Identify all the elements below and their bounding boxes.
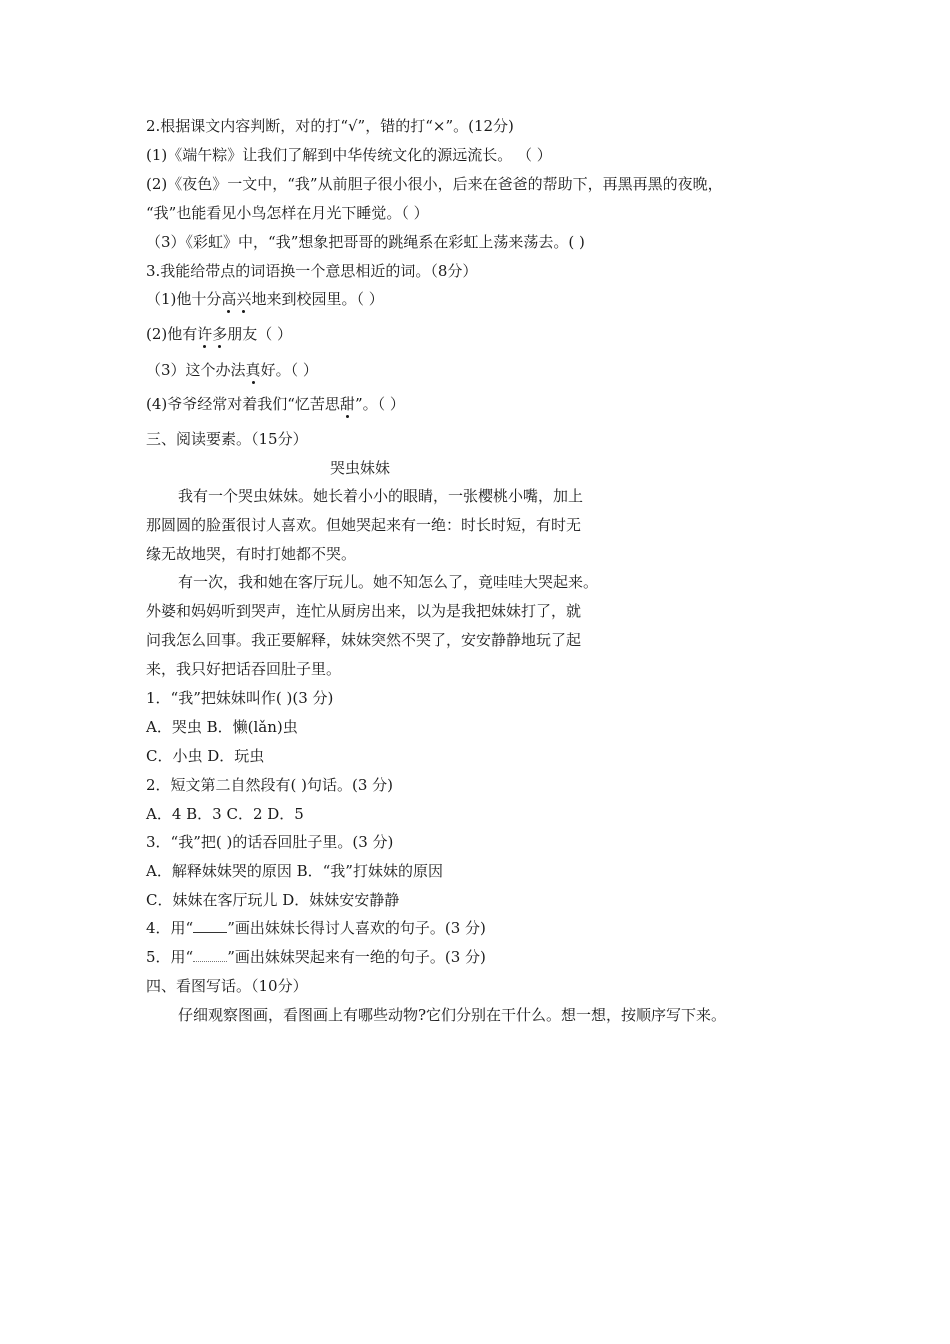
story-line: 来，我只好把话吞回肚子里。 — [146, 660, 342, 678]
dotted-char: 多 — [212, 325, 228, 343]
q4-post: ”画出妹妹长得讨人喜欢的句子。(3 分) — [227, 919, 486, 937]
q3-item-1-post: 地来到校园里。（ ） — [251, 290, 384, 308]
q3-item-1-pre: （1)他十分 — [146, 290, 222, 308]
q2-item-1: (1)《端午粽》让我们了解到中华传统文化的源远流长。 （ ） — [146, 146, 552, 164]
section3-heading: 三、阅读要素。（15分） — [146, 430, 308, 448]
story-title: 哭虫妹妹 — [330, 459, 391, 477]
section4-prompt: 仔细观察图画，看图画上有哪些动物?它们分别在干什么。想一想，按顺序写下来。 — [178, 1006, 727, 1024]
story-line: 有一次，我和她在客厅玩儿。她不知怎么了，竟哇哇大哭起来。 — [178, 573, 599, 591]
section4-heading: 四、看图写话。（10分） — [146, 977, 308, 995]
story-paragraph-2 — [146, 568, 646, 684]
reading-options-1cd: C．小虫 D．玩虫 — [146, 747, 265, 765]
q2-item-2-line1: (2)《夜色》一文中，“我”从前胆子很小很小，后来在爸爸的帮助下，再黑再黑的夜晚， — [146, 175, 723, 193]
reading-question-3: 3．“我”把( )的话吞回肚子里。(3 分) — [146, 833, 394, 851]
story-line: 缘无故地哭，有时打她都不哭。 — [146, 545, 357, 563]
dotted-char: 真 — [245, 361, 261, 379]
q3-item-3-post: 好。（ ） — [260, 361, 318, 379]
q5-pre: 5．用“ — [146, 948, 194, 966]
dotted-char: 兴 — [236, 290, 252, 308]
dotted-char: 甜 — [339, 395, 355, 413]
reading-question-1: 1．“我”把妹妹叫作( )(3 分) — [146, 689, 334, 707]
q3-item-1 — [146, 289, 384, 309]
q3-item-2 — [146, 324, 292, 344]
q3-item-3 — [146, 360, 318, 380]
reading-options-2: A．4 B．3 C．2 D．5 — [146, 805, 304, 823]
q2-item-2-line2: “我”也能看见小鸟怎样在月光下睡觉。（ ） — [146, 204, 429, 222]
q3-item-4-pre: (4)爷爷经常对着我们“忆苦思 — [146, 395, 340, 413]
wavy-underline-mark — [193, 949, 227, 962]
straight-underline-mark — [193, 920, 227, 933]
reading-options-3ab: A．解释妹妹哭的原因 B．“我”打妹妹的原因 — [146, 862, 443, 880]
q3-heading: 3.我能给带点的词语换一个意思相近的词。（8分） — [146, 262, 478, 280]
q4-pre: 4．用“ — [146, 919, 194, 937]
q3-item-2-pre: (2)他有 — [146, 325, 198, 343]
q2-heading: 2.根据课文内容判断，对的打“√”，错的打“×”。(12分) — [146, 117, 514, 135]
reading-question-4 — [146, 918, 486, 938]
story-line: 问我怎么回事。我正要解释，妹妹突然不哭了，安安静静地玩了起 — [146, 631, 582, 649]
q3-item-3-pre: （3）这个办法 — [146, 361, 246, 379]
dotted-char: 高 — [221, 290, 237, 308]
q3-item-2-post: 朋友（ ） — [227, 325, 293, 343]
q2-item-3: （3）《彩虹》中，“我”想象把哥哥的跳绳系在彩虹上荡来荡去。( ) — [146, 233, 585, 251]
q3-item-4 — [146, 394, 405, 414]
q5-post: ”画出妹妹哭起来有一绝的句子。(3 分) — [227, 948, 486, 966]
story-line: 我有一个哭虫妹妹。她长着小小的眼睛，一张樱桃小嘴，加上 — [178, 487, 584, 505]
story-paragraph-1 — [146, 482, 646, 569]
reading-options-3cd: C．妹妹在客厅玩儿 D．妹妹安安静静 — [146, 891, 400, 909]
q3-item-4-post: ”。（ ） — [354, 395, 405, 413]
story-line: 那圆圆的脸蛋很讨人喜欢。但她哭起来有一绝：时长时短，有时无 — [146, 516, 582, 534]
reading-options-1ab: A．哭虫 B．懒(lǎn)虫 — [146, 718, 298, 736]
story-line: 外婆和妈妈听到哭声，连忙从厨房出来，以为是我把妹妹打了，就 — [146, 602, 582, 620]
reading-question-2: 2．短文第二自然段有( )句话。(3 分) — [146, 776, 394, 794]
reading-question-5 — [146, 947, 486, 967]
dotted-char: 许 — [197, 325, 213, 343]
